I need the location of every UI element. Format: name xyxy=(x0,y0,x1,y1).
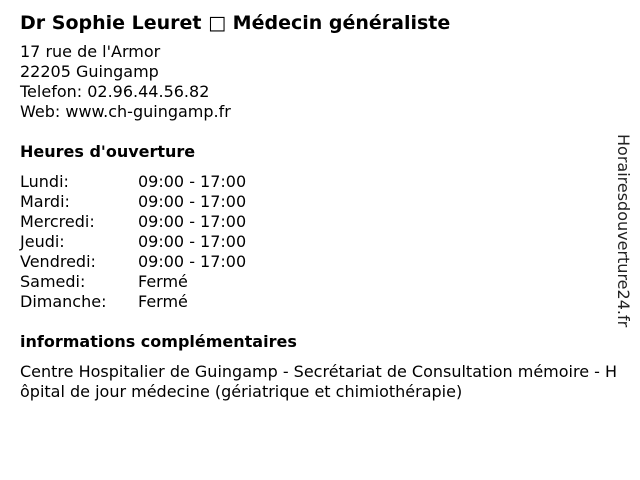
hours-time: Fermé xyxy=(138,272,188,291)
hours-day: Dimanche: xyxy=(20,292,107,311)
hours-day: Lundi: xyxy=(20,172,69,191)
hours-time: 09:00 - 17:00 xyxy=(138,172,247,191)
hours-row xyxy=(20,172,610,192)
info-heading: informations complémentaires xyxy=(20,332,297,351)
hours-row xyxy=(20,212,610,232)
hours-time: 09:00 - 17:00 xyxy=(138,252,247,271)
hours-time: Fermé xyxy=(138,292,188,311)
page-title: Dr Sophie Leuret □ Médecin généraliste xyxy=(20,12,451,34)
hours-day: Mardi: xyxy=(20,192,70,211)
hours-day: Jeudi: xyxy=(20,232,65,251)
hours-time: 09:00 - 17:00 xyxy=(138,232,247,251)
info-text: Centre Hospitalier de Guingamp - Secrétariat de Consultation mémoire - Hôpital de jour médecine (gériatrique et chimiothérapie) xyxy=(20,362,618,401)
hours-row xyxy=(20,292,610,312)
address-block xyxy=(20,42,610,122)
hours-day: Samedi: xyxy=(20,272,86,291)
hours-table xyxy=(20,172,610,312)
hours-heading: Heures d'ouverture xyxy=(20,142,196,161)
address-city: 22205 Guingamp xyxy=(20,62,159,81)
address-street: 17 rue de l'Armor xyxy=(20,42,161,61)
page-content xyxy=(20,10,618,402)
hours-row xyxy=(20,252,610,272)
website: Web: www.ch-guingamp.fr xyxy=(20,102,231,121)
hours-row xyxy=(20,232,610,252)
hours-time: 09:00 - 17:00 xyxy=(138,192,247,211)
watermark-text: Horairesdouverture24.fr xyxy=(614,134,633,328)
hours-time: 09:00 - 17:00 xyxy=(138,212,247,231)
phone-number: Telefon: 02.96.44.56.82 xyxy=(20,82,210,101)
hours-row xyxy=(20,272,610,292)
hours-row xyxy=(20,192,610,212)
hours-day: Mercredi: xyxy=(20,212,95,231)
hours-day: Vendredi: xyxy=(20,252,96,271)
